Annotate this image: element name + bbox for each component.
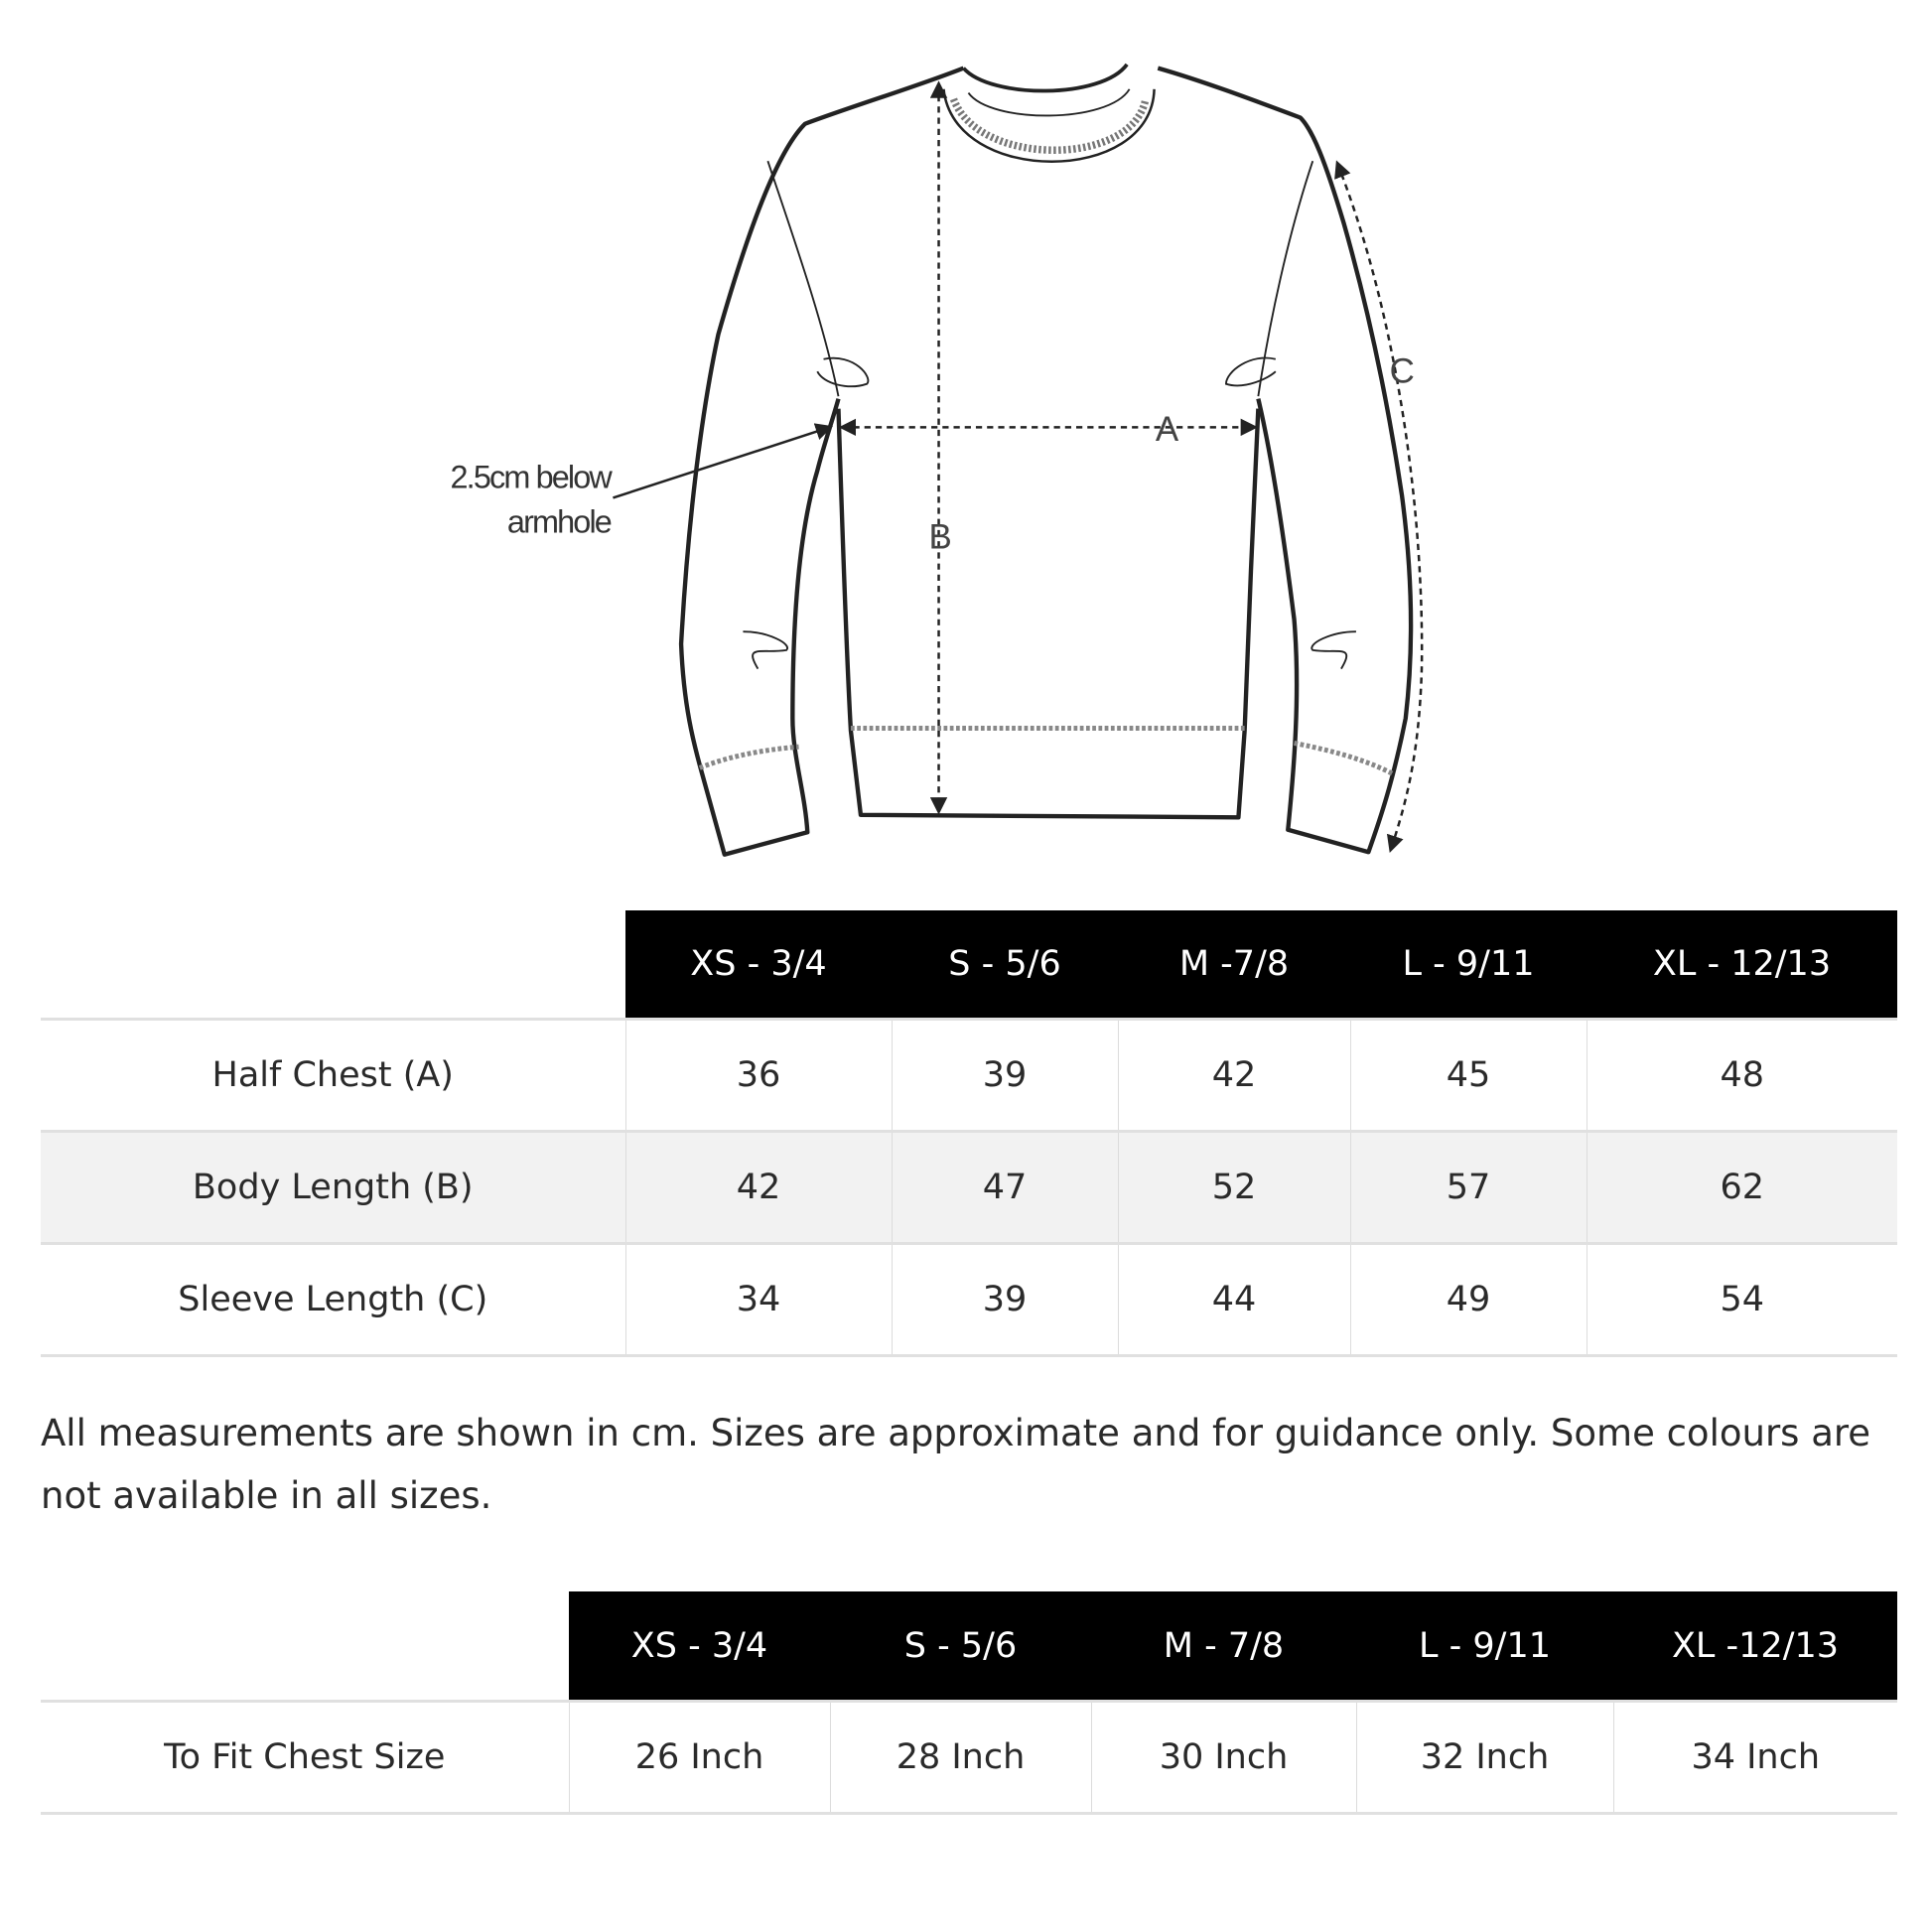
cell: 44 [1118,1244,1350,1356]
cell: 36 [625,1020,892,1132]
table-header-row [41,910,1897,1020]
callout-line [613,427,829,497]
label-b: B [928,517,952,557]
size-header: M - 7/8 [1091,1591,1356,1702]
size-header: S - 5/6 [892,910,1118,1020]
sweater-measurement-diagram [0,0,1932,874]
row-label: Sleeve Length (C) [178,1280,488,1319]
cell: 52 [1118,1132,1350,1244]
size-header: XS - 3/4 [569,1591,830,1702]
measurements-note: All measurements are shown in cm. Sizes are approximate and for guidance only. Some colours are not available in all sizes. [41,1412,1871,1517]
cell: 34 Inch [1613,1702,1897,1814]
cell: 57 [1350,1132,1587,1244]
cell: 39 [892,1244,1118,1356]
table-row [41,1702,1897,1814]
fit-chest-table [41,1591,1897,1815]
cell: 39 [892,1020,1118,1132]
arrow-c [1337,164,1422,850]
row-label: Body Length (B) [192,1168,474,1207]
label-a: A [1155,410,1179,450]
table-row [41,1020,1897,1132]
callout-text-line2: armhole [506,503,611,540]
cell: 28 Inch [830,1702,1091,1814]
row-label: Half Chest (A) [211,1055,454,1095]
cell: 45 [1350,1020,1587,1132]
table-header-row [41,1591,1897,1702]
cell: 30 Inch [1091,1702,1356,1814]
cell: 26 Inch [569,1702,830,1814]
cell: 49 [1350,1244,1587,1356]
size-header: XL -12/13 [1613,1591,1897,1702]
cell: 48 [1587,1020,1897,1132]
label-c: C [1389,351,1415,391]
callout-text-line1: 2.5cm below [450,459,611,495]
table-row [41,1244,1897,1356]
cell: 62 [1587,1132,1897,1244]
cell: 32 Inch [1356,1702,1613,1814]
cell: 42 [625,1132,892,1244]
size-header: S - 5/6 [830,1591,1091,1702]
measurements-table [41,910,1897,1357]
sweater-details [700,89,1394,774]
table-row [41,1132,1897,1244]
header-blank [41,1591,569,1702]
size-header: L - 9/11 [1356,1591,1613,1702]
sweater-outline [681,65,1411,855]
header-blank [41,910,625,1020]
cell: 42 [1118,1020,1350,1132]
size-header: L - 9/11 [1350,910,1587,1020]
cell: 34 [625,1244,892,1356]
cell: 47 [892,1132,1118,1244]
cell: 54 [1587,1244,1897,1356]
row-label: To Fit Chest Size [164,1737,446,1777]
size-header: XL - 12/13 [1587,910,1897,1020]
size-header: XS - 3/4 [625,910,892,1020]
size-header: M -7/8 [1118,910,1350,1020]
